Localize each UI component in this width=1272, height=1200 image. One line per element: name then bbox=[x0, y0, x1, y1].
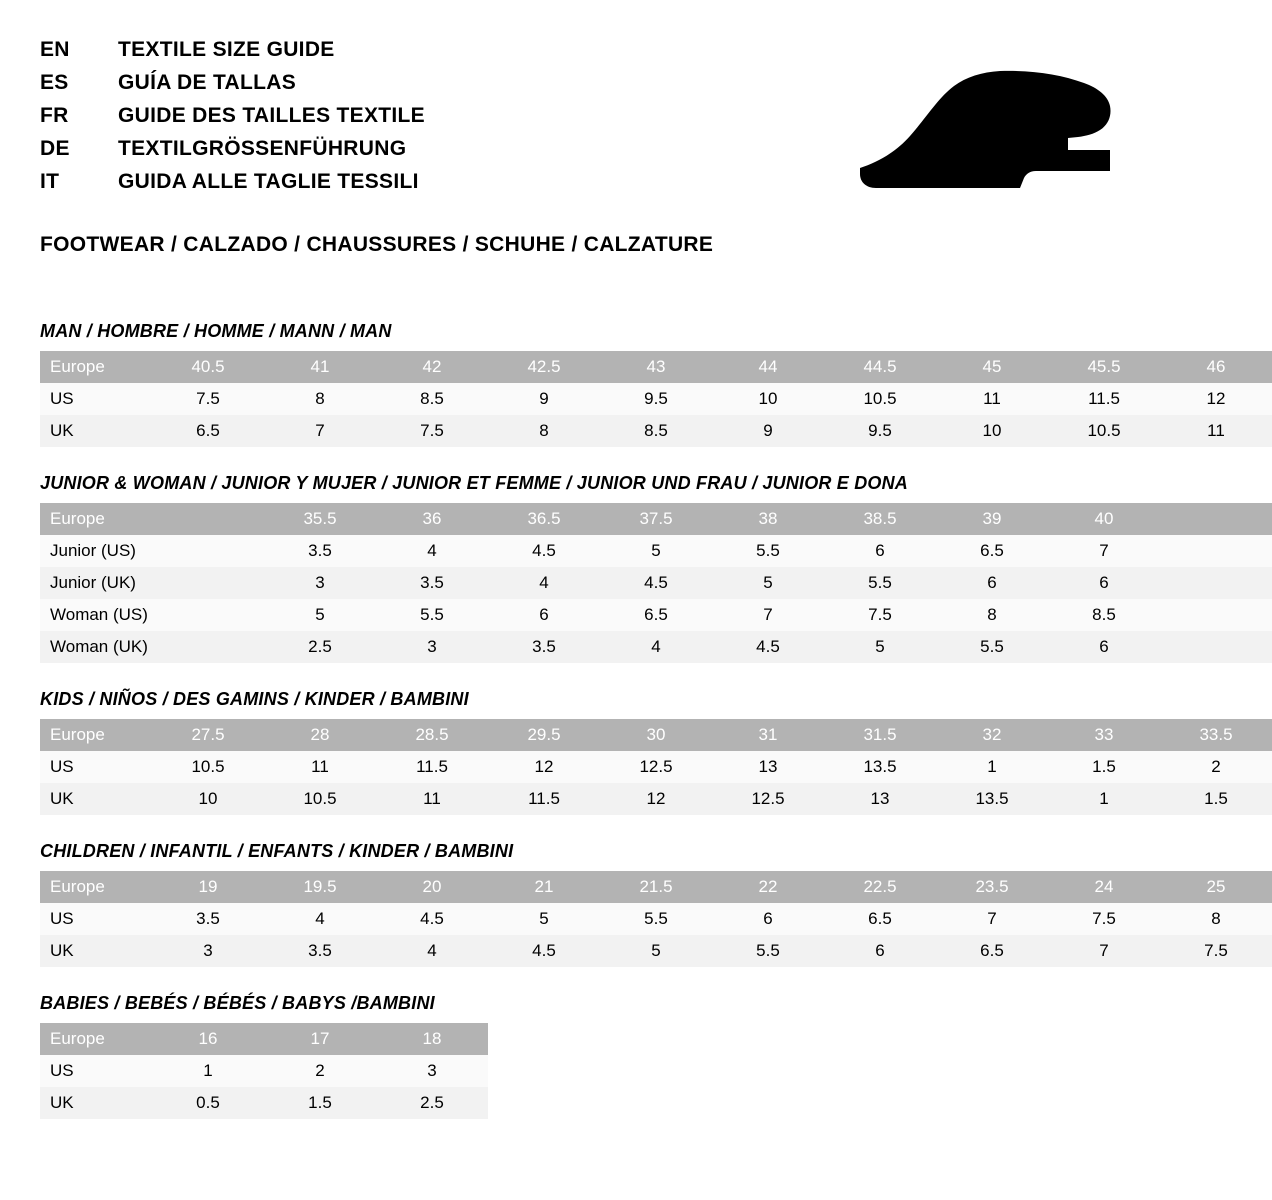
row-label: UK bbox=[40, 1087, 152, 1119]
language-row bbox=[40, 137, 425, 170]
cell: 8 bbox=[264, 383, 376, 415]
section-junior-woman bbox=[40, 473, 1160, 663]
size-table bbox=[40, 351, 1272, 447]
row-label: US bbox=[40, 1055, 152, 1087]
cell: 41 bbox=[264, 351, 376, 383]
cell: 44 bbox=[712, 351, 824, 383]
cell bbox=[1160, 503, 1272, 535]
section-title: CHILDREN / INFANTIL / ENFANTS / KINDER / BAMBINI bbox=[40, 841, 514, 861]
cell: 12.5 bbox=[600, 751, 712, 783]
cell bbox=[152, 503, 264, 535]
cell: 10 bbox=[152, 783, 264, 815]
cell: 13 bbox=[824, 783, 936, 815]
language-title-list bbox=[40, 38, 425, 203]
row-label: UK bbox=[40, 935, 152, 967]
cell: 5.5 bbox=[712, 935, 824, 967]
cell: 5.5 bbox=[936, 631, 1048, 663]
cell: 40 bbox=[1048, 503, 1160, 535]
section-title: MAN / HOMBRE / HOMME / MANN / MAN bbox=[40, 321, 392, 341]
cell: 43 bbox=[600, 351, 712, 383]
cell: 45.5 bbox=[1048, 351, 1160, 383]
section-title: KIDS / NIÑOS / DES GAMINS / KINDER / BAMBINI bbox=[40, 689, 469, 709]
cell: 19.5 bbox=[264, 871, 376, 903]
cell: 2 bbox=[1160, 751, 1272, 783]
language-title: GUIDE DES TAILLES TEXTILE bbox=[118, 104, 425, 127]
cell: 6.5 bbox=[936, 535, 1048, 567]
cell: 33 bbox=[1048, 719, 1160, 751]
table-row bbox=[40, 903, 1272, 935]
cell: 12 bbox=[1160, 383, 1272, 415]
cell: 1.5 bbox=[1160, 783, 1272, 815]
cell: 10 bbox=[936, 415, 1048, 447]
cell: 6 bbox=[824, 535, 936, 567]
row-label: US bbox=[40, 751, 152, 783]
language-code: IT bbox=[40, 170, 60, 193]
language-code: FR bbox=[40, 104, 69, 127]
cell bbox=[152, 599, 264, 631]
cell: 7 bbox=[936, 903, 1048, 935]
cell: 4 bbox=[376, 935, 488, 967]
cell: 7.5 bbox=[152, 383, 264, 415]
row-label: Junior (UK) bbox=[40, 567, 152, 599]
table-row bbox=[40, 1087, 488, 1119]
table-row bbox=[40, 1055, 488, 1087]
cell: 1 bbox=[152, 1055, 264, 1087]
cell: 11.5 bbox=[488, 783, 600, 815]
language-code: DE bbox=[40, 137, 70, 160]
row-label: UK bbox=[40, 415, 152, 447]
cell: 30 bbox=[600, 719, 712, 751]
dress-shoe-icon bbox=[768, 70, 1113, 205]
cell: 4.5 bbox=[712, 631, 824, 663]
cell: 3.5 bbox=[488, 631, 600, 663]
cell: 18 bbox=[376, 1023, 488, 1055]
cell bbox=[1160, 567, 1272, 599]
cell: 11 bbox=[936, 383, 1048, 415]
cell: 11.5 bbox=[376, 751, 488, 783]
cell: 33.5 bbox=[1160, 719, 1272, 751]
cell bbox=[152, 631, 264, 663]
cell: 44.5 bbox=[824, 351, 936, 383]
cell: 6.5 bbox=[600, 599, 712, 631]
section-babies bbox=[40, 993, 1160, 1119]
language-row bbox=[40, 71, 425, 104]
cell: 4.5 bbox=[488, 935, 600, 967]
language-title: TEXTILE SIZE GUIDE bbox=[118, 38, 335, 61]
cell: 6 bbox=[712, 903, 824, 935]
cell: 6.5 bbox=[152, 415, 264, 447]
cell: 7 bbox=[712, 599, 824, 631]
cell: 10.5 bbox=[1048, 415, 1160, 447]
table-row bbox=[40, 719, 1272, 751]
cell: 6 bbox=[1048, 631, 1160, 663]
cell: 3 bbox=[264, 567, 376, 599]
cell: 12.5 bbox=[712, 783, 824, 815]
cell: 31.5 bbox=[824, 719, 936, 751]
cell: 3 bbox=[376, 1055, 488, 1087]
cell: 12 bbox=[600, 783, 712, 815]
section-children bbox=[40, 841, 1228, 967]
size-sections bbox=[40, 321, 1233, 1119]
cell: 5.5 bbox=[824, 567, 936, 599]
table-row bbox=[40, 599, 1272, 631]
cell: 3.5 bbox=[264, 935, 376, 967]
cell: 10.5 bbox=[824, 383, 936, 415]
cell: 2 bbox=[264, 1055, 376, 1087]
section-title: JUNIOR & WOMAN / JUNIOR Y MUJER / JUNIOR ET FEMME / JUNIOR UND FRAU / JUNIOR E DONA bbox=[40, 473, 909, 493]
cell: 5 bbox=[600, 535, 712, 567]
cell: 13.5 bbox=[936, 783, 1048, 815]
cell: 17 bbox=[264, 1023, 376, 1055]
cell: 8.5 bbox=[376, 383, 488, 415]
cell: 46 bbox=[1160, 351, 1272, 383]
cell: 37.5 bbox=[600, 503, 712, 535]
cell: 8.5 bbox=[1048, 599, 1160, 631]
cell: 35.5 bbox=[264, 503, 376, 535]
cell: 5.5 bbox=[376, 599, 488, 631]
table-row bbox=[40, 751, 1272, 783]
cell: 21.5 bbox=[600, 871, 712, 903]
cell: 4 bbox=[488, 567, 600, 599]
cell: 3.5 bbox=[264, 535, 376, 567]
section-man bbox=[40, 321, 1226, 447]
cell: 5.5 bbox=[712, 535, 824, 567]
cell: 11 bbox=[264, 751, 376, 783]
cell: 31 bbox=[712, 719, 824, 751]
cell: 29.5 bbox=[488, 719, 600, 751]
cell: 5 bbox=[600, 935, 712, 967]
size-table bbox=[40, 871, 1272, 967]
row-label: US bbox=[40, 903, 152, 935]
cell: 22 bbox=[712, 871, 824, 903]
table-row bbox=[40, 871, 1272, 903]
cell: 6.5 bbox=[936, 935, 1048, 967]
cell: 28.5 bbox=[376, 719, 488, 751]
cell: 11 bbox=[1160, 415, 1272, 447]
table-row bbox=[40, 415, 1272, 447]
language-row bbox=[40, 104, 425, 137]
size-table bbox=[40, 1023, 488, 1119]
cell: 7.5 bbox=[1160, 935, 1272, 967]
cell: 1.5 bbox=[264, 1087, 376, 1119]
section-title: BABIES / BEBÉS / BÉBÉS / BABYS /BAMBINI bbox=[40, 993, 435, 1013]
cell: 5 bbox=[712, 567, 824, 599]
cell: 3.5 bbox=[152, 903, 264, 935]
cell: 0.5 bbox=[152, 1087, 264, 1119]
cell bbox=[152, 535, 264, 567]
cell: 20 bbox=[376, 871, 488, 903]
language-row bbox=[40, 170, 425, 203]
language-code: ES bbox=[40, 71, 69, 94]
cell: 6 bbox=[936, 567, 1048, 599]
cell: 4.5 bbox=[488, 535, 600, 567]
table-row bbox=[40, 535, 1272, 567]
section-kids bbox=[40, 689, 1233, 815]
cell: 8 bbox=[936, 599, 1048, 631]
language-code: EN bbox=[40, 38, 70, 61]
cell: 3 bbox=[376, 631, 488, 663]
cell: 28 bbox=[264, 719, 376, 751]
row-label: Europe bbox=[40, 871, 152, 903]
cell: 7 bbox=[1048, 935, 1160, 967]
cell bbox=[1160, 535, 1272, 567]
cell: 9.5 bbox=[600, 383, 712, 415]
table-row bbox=[40, 567, 1272, 599]
cell: 5 bbox=[264, 599, 376, 631]
cell: 42 bbox=[376, 351, 488, 383]
cell: 8 bbox=[1160, 903, 1272, 935]
language-title: GUÍA DE TALLAS bbox=[118, 71, 297, 94]
cell: 38 bbox=[712, 503, 824, 535]
cell: 21 bbox=[488, 871, 600, 903]
language-title: TEXTILGRÖSSENFÜHRUNG bbox=[118, 137, 407, 160]
row-label: Europe bbox=[40, 503, 152, 535]
cell: 19 bbox=[152, 871, 264, 903]
table-row bbox=[40, 383, 1272, 415]
cell: 6 bbox=[1048, 567, 1160, 599]
row-label: US bbox=[40, 383, 152, 415]
cell: 39 bbox=[936, 503, 1048, 535]
cell: 27.5 bbox=[152, 719, 264, 751]
cell: 36 bbox=[376, 503, 488, 535]
row-label: Woman (UK) bbox=[40, 631, 152, 663]
cell bbox=[1160, 631, 1272, 663]
cell: 4.5 bbox=[600, 567, 712, 599]
cell: 1 bbox=[936, 751, 1048, 783]
cell: 13.5 bbox=[824, 751, 936, 783]
cell: 7.5 bbox=[1048, 903, 1160, 935]
cell: 7 bbox=[1048, 535, 1160, 567]
cell: 5 bbox=[488, 903, 600, 935]
cell: 16 bbox=[152, 1023, 264, 1055]
cell: 7.5 bbox=[376, 415, 488, 447]
cell bbox=[1160, 599, 1272, 631]
cell: 5.5 bbox=[600, 903, 712, 935]
row-label: Europe bbox=[40, 351, 152, 383]
cell: 24 bbox=[1048, 871, 1160, 903]
cell: 7 bbox=[264, 415, 376, 447]
language-row bbox=[40, 38, 425, 71]
row-label: UK bbox=[40, 783, 152, 815]
table-row bbox=[40, 503, 1272, 535]
cell: 4 bbox=[600, 631, 712, 663]
cell: 7.5 bbox=[824, 599, 936, 631]
cell: 6.5 bbox=[824, 903, 936, 935]
cell bbox=[152, 567, 264, 599]
cell: 4.5 bbox=[376, 903, 488, 935]
cell: 4 bbox=[264, 903, 376, 935]
cell: 6 bbox=[488, 599, 600, 631]
cell: 1.5 bbox=[1048, 751, 1160, 783]
cell: 6 bbox=[824, 935, 936, 967]
shoe-illustration bbox=[760, 70, 1120, 205]
cell: 22.5 bbox=[824, 871, 936, 903]
cell: 10 bbox=[712, 383, 824, 415]
category-title: FOOTWEAR / CALZADO / CHAUSSURES / SCHUHE / CALZATURE bbox=[40, 233, 714, 256]
table-row bbox=[40, 631, 1272, 663]
cell: 5 bbox=[824, 631, 936, 663]
row-label: Woman (US) bbox=[40, 599, 152, 631]
size-table bbox=[40, 719, 1272, 815]
row-label: Europe bbox=[40, 1023, 152, 1055]
cell: 38.5 bbox=[824, 503, 936, 535]
cell: 2.5 bbox=[376, 1087, 488, 1119]
cell: 9 bbox=[488, 383, 600, 415]
cell: 1 bbox=[1048, 783, 1160, 815]
cell: 45 bbox=[936, 351, 1048, 383]
cell: 25 bbox=[1160, 871, 1272, 903]
row-label: Junior (US) bbox=[40, 535, 152, 567]
table-row bbox=[40, 1023, 488, 1055]
table-row bbox=[40, 935, 1272, 967]
cell: 8 bbox=[488, 415, 600, 447]
cell: 2.5 bbox=[264, 631, 376, 663]
cell: 9.5 bbox=[824, 415, 936, 447]
cell: 3.5 bbox=[376, 567, 488, 599]
cell: 12 bbox=[488, 751, 600, 783]
cell: 23.5 bbox=[936, 871, 1048, 903]
language-title: GUIDA ALLE TAGLIE TESSILI bbox=[118, 170, 419, 193]
cell: 13 bbox=[712, 751, 824, 783]
cell: 42.5 bbox=[488, 351, 600, 383]
row-label: Europe bbox=[40, 719, 152, 751]
cell: 36.5 bbox=[488, 503, 600, 535]
table-row bbox=[40, 783, 1272, 815]
cell: 40.5 bbox=[152, 351, 264, 383]
size-table bbox=[40, 503, 1272, 663]
cell: 11.5 bbox=[1048, 383, 1160, 415]
cell: 9 bbox=[712, 415, 824, 447]
cell: 11 bbox=[376, 783, 488, 815]
cell: 8.5 bbox=[600, 415, 712, 447]
table-row bbox=[40, 351, 1272, 383]
cell: 4 bbox=[376, 535, 488, 567]
page-header bbox=[40, 30, 1160, 205]
cell: 32 bbox=[936, 719, 1048, 751]
cell: 3 bbox=[152, 935, 264, 967]
cell: 10.5 bbox=[152, 751, 264, 783]
cell: 10.5 bbox=[264, 783, 376, 815]
